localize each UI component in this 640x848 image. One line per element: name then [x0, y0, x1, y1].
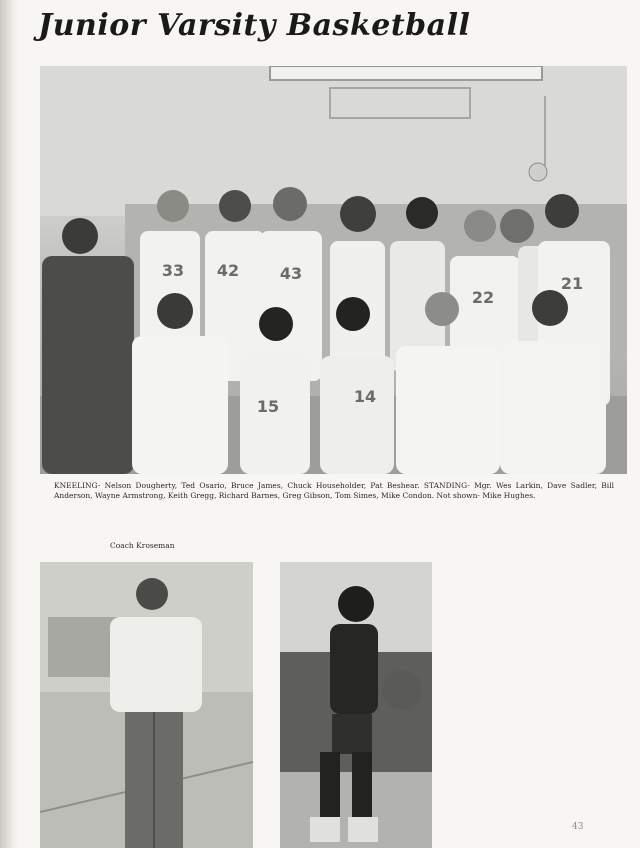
- action-photo: [280, 562, 432, 848]
- jersey-number: 15: [256, 397, 280, 416]
- jersey-number: 43: [279, 264, 303, 283]
- jersey-number: 22: [471, 288, 495, 307]
- page-title: Junior Varsity Basketball: [38, 8, 471, 43]
- jersey-number: 33: [161, 261, 185, 280]
- page-gutter-shadow: [0, 0, 18, 848]
- jersey-number: 21: [560, 274, 584, 293]
- action-photo-illustration: [280, 562, 432, 848]
- coach-photo-illustration: [40, 562, 253, 848]
- coach-photo: [40, 562, 253, 848]
- coach-caption: Coach Kroseman: [110, 541, 175, 550]
- team-photo: [40, 66, 627, 474]
- jersey-number: 42: [216, 261, 240, 280]
- page-number: 43: [572, 822, 584, 832]
- team-photo-illustration: [40, 66, 627, 474]
- jersey-number: 14: [353, 387, 377, 406]
- team-photo-caption: KNEELING- Nelson Dougherty, Ted Osario, Bruce James, Chuck Householder, Pat Beshear. STANDING- Mgr. Wes Larkin, Dave Sadler, Bill Anderson, Wayne Armstrong, Keith Gregg, Richard Barnes, Greg Gibson, Tom Simes, Mike Condon. Not shown- Mike Hughes.: [54, 481, 614, 500]
